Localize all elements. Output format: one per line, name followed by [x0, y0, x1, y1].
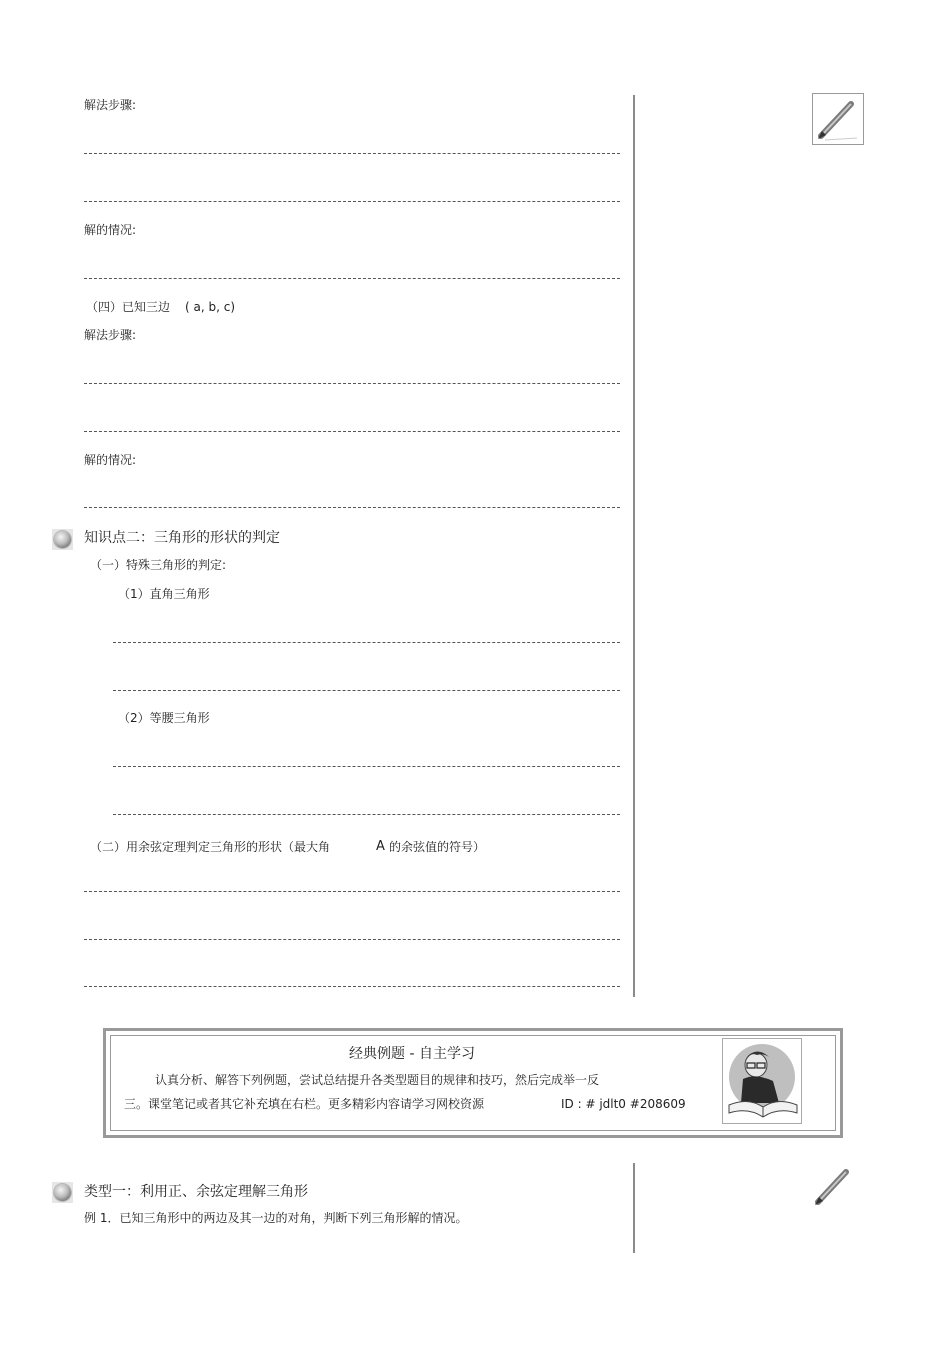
section-title: （四）已知三边: [86, 300, 171, 314]
pen-icon: [812, 1166, 854, 1208]
subsection-title: （一）特殊三角形的判定:: [90, 558, 227, 572]
subsection-title: （二）用余弦定理判定三角形的形状（最大角: [90, 840, 331, 854]
resource-id: ID : # jdlt0 #208609: [561, 1097, 686, 1111]
example-box-line2: 三。课堂笔记或者其它补充填在右栏。更多精彩内容请学习网校资源: [124, 1097, 485, 1111]
example-box-line1: 认真分析、解答下列例题，尝试总结提升各类型题目的规律和技巧，然后完成举一反: [155, 1073, 600, 1087]
steps-label: 解法步骤:: [84, 98, 137, 112]
section-given: ( a, b, c): [185, 300, 236, 314]
reading-person-icon: [722, 1038, 802, 1124]
bullet-icon: [54, 531, 71, 548]
item-title: （1）直角三角形: [118, 587, 210, 601]
angle-variable: A: [376, 839, 385, 854]
bullet-icon: [54, 1184, 71, 1201]
answer-line: [113, 814, 620, 815]
cases-label: 解的情况:: [84, 223, 137, 237]
answer-line: [84, 507, 620, 508]
item-title: （2）等腰三角形: [118, 711, 210, 725]
pen-icon: [813, 94, 863, 144]
notes-pen-icon-frame: [812, 93, 864, 145]
answer-line: [84, 153, 620, 154]
answer-line: [84, 939, 620, 940]
answer-line: [84, 383, 620, 384]
cases-label: 解的情况:: [84, 453, 137, 467]
answer-line: [84, 201, 620, 202]
steps-label: 解法步骤:: [84, 328, 137, 342]
type-heading: 类型一：利用正、余弦定理解三角形: [84, 1184, 308, 1200]
column-divider: [633, 95, 635, 997]
answer-line: [113, 642, 620, 643]
column-divider: [633, 1163, 635, 1253]
answer-line: [84, 986, 620, 987]
example-box-title: 经典例题 - 自主学习: [349, 1046, 475, 1062]
knowledge-heading: 知识点二：三角形的形状的判定: [84, 530, 280, 546]
answer-line: [113, 766, 620, 767]
answer-line: [84, 891, 620, 892]
answer-line: [113, 690, 620, 691]
answer-line: [84, 278, 620, 279]
answer-line: [84, 431, 620, 432]
example-question: 例 1．已知三角形中的两边及其一边的对角，判断下列三角形解的情况。: [84, 1211, 468, 1225]
subsection-title-tail: 的余弦值的符号）: [389, 840, 486, 854]
